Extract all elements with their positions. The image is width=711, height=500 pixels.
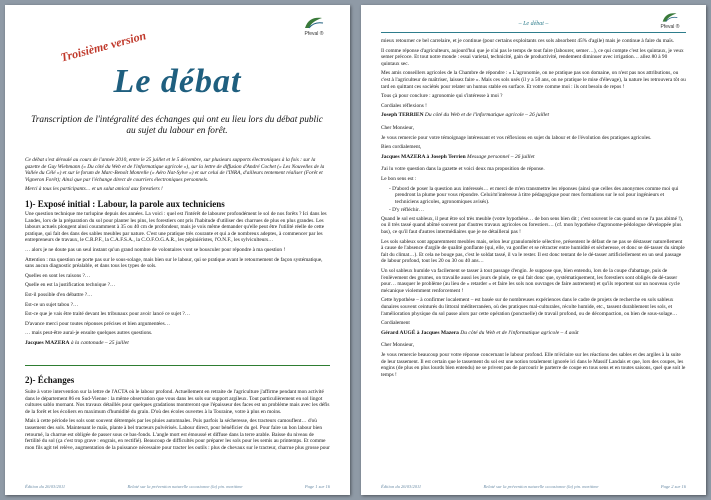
version-banner: Troisième version <box>59 28 148 65</box>
logo-text: Pfeval ® <box>304 31 324 37</box>
page-header: – Le débat – <box>518 21 549 27</box>
paragraph: Une question technique me turlupine depuis des années. La voici : quel est l'intérêt de labourer profondément le sol de nos forêts ? Ici dans les Landes, lors de la préparation du sol pour planter les pins, les forestiers ont pris l'habitude d'utiliser des charrues de plus en plus grandes. Les labours actuels plongent ainsi couramment à 35 ou 40 cm de profondeur, mais je vois même demander qu'elle peut être l'utilité réelle de cette pratique, qui fait des dans des sables meubles par nature. C'est une pratique très courante et qui a de nombreux adeptes, à commencer par les entrepreneurs de travaux, le C.R.P.F., la C.A.F.S.A., la C.O.F.O.G.A.R., les pépiniéristes, l'O.N.F., les sylviculteurs… <box>25 211 327 244</box>
document-page-2 <box>361 5 706 495</box>
signature-note: Du côté du Web et de l'informatique agricole – 26 juillet <box>424 112 550 119</box>
paragraph: Attention : ma question ne porte pas sur le sous-solage, mais bien sur le labour, qui se pratique avant le retournement de façon systématique, sans aucun diagnostic préalable, et dans tous les types de sols. <box>25 256 323 270</box>
pine-logo-icon <box>302 15 326 31</box>
intro-paragraph: Ce débat s'est déroulé au cours de l'année 2010, entre le 25 juillet et le 5 décembre, sur plusieurs supports électroniques à la fois : sur la gazette de Guy Wiebmann (« Du côté du Web et de l'informatique agricole »), sur la lettre de diffusion d'André Cochet (« Les Nouvelles de la Vallée du Célé ») et sur le forum de Marc-Benoît Monrelle (« Aéro Nat-Sylve ») et sur celui de l'INRA, d'ailleurs tentement réaliser (Forêt et Vigneron Forêt); Ainsi que par l'échange direct de courriers électroniques personnels. <box>25 157 325 183</box>
question-line: Quelles en sont les raisons ?… <box>25 272 91 279</box>
footer-page-number: Page 2 sur 16 <box>660 484 686 489</box>
paragraph: Cordiales réflexions ! <box>381 102 427 109</box>
signature <box>25 340 330 347</box>
footer-date: Édition du 26/03/2011 <box>25 484 66 489</box>
header-divider <box>381 32 686 33</box>
paragraph: Mais à cette période les sols sont souvent détrempés par les pluies automnales. Puis parfois la sécheresse, des tracteurs camouflent… d'où tassement des sols. Maintenant le maïs, plante à bel tracteurs pulvérisés. Labour direct, pour bénéficier du gel. Pour faire un bon labour bien retourné, la charrue est obligée de passer sous ce bas-fonds. L'angle mort est émoussé et diffuse dans la terre arable. Baisse du niveau de fertilité du sol (ça c'est trop grave : engrais, en rectifié). Beaucoup de difficultés pour préparer les sols pour les semis au printemps. Et comme mon fils agit tel relève, augmentation de la puissance nécessaire pour tracter les outils : plus de chevaux sur le tracteur, charrue plus grosse pour <box>25 418 330 451</box>
bullet-list <box>381 186 686 214</box>
intro-thanks: Merci à tous les participants… et un salut amical aux forestiers ! <box>25 186 163 193</box>
paragraph: Je vous remercie beaucoup pour votre réponse concernant le labour profond. Elle m'éclaire sur les réactions des sables et des argiles à la suite de leur tassement. Il est certain que le tassement du sol est une notion totalement ignorée ici dans le Massif Landais et que, lors des coupes, les engins (de plus en plus lourds bien entendu) ne se privent pas de parcourir le parterre de coupe en tous sens et en toutes saisons, quel que soit le temps ! <box>381 351 686 378</box>
section-divider <box>25 365 330 366</box>
paragraph: Cette hypothèse – à confirmer localement – est basée sur de nombreuses expériences dans le cadre de projets de recherche en sols sableux dunaires souvent ceinturés du littoral méditerranéen, où des pratiques mal-culturales, récolte humide, etc., tassent durablement les sols, et l'amélioration physique du sol passe alors par cette opération (ponctuelle) de travail profond, ou de décompaction, ou bien de sous-solage… <box>381 297 678 317</box>
section-1-heading: 1)- Exposé initial : Labour, la parole aux techniciens <box>25 199 225 209</box>
page-footer <box>381 484 686 489</box>
paragraph: Le bon sens est : <box>381 175 417 182</box>
page-2-body <box>381 38 686 381</box>
list-item: - D'abord de poser la question aux intéressés… et merci de m'en transmettre les réponses (ainsi que celles des anonymes comme moi qui prendront la plume pour vous répondre. Celui/m'intéresse à titre pédagogique pour mes formations sur le sol pour ingénieurs et techniciens agricoles, agronomiques avisés). <box>395 186 686 206</box>
paragraph: Cher Monsieur, <box>381 342 415 349</box>
paragraph: … mais peut-être aurai-je ensuite quelques autres questions. <box>25 330 153 337</box>
question-line: Quelle en est la justification technique ?… <box>25 282 116 289</box>
footer-title: Relaté sur la prévention naturelle occasionne (la) pin. maritime <box>483 484 599 489</box>
paragraph: Bien cordialement, <box>381 144 422 151</box>
signature-name: Jacques MAZERA à Joseph Terrien <box>381 153 466 160</box>
signature-note: Message personnel – 26 juillet <box>467 153 535 160</box>
page-footer <box>25 484 330 489</box>
logo <box>294 15 334 37</box>
signature <box>381 330 686 337</box>
footer-date: Édition du 26/03/2011 <box>381 484 422 489</box>
paragraph: Suite à votre intervention sur la lettre de l'ACTA où le labour profond. Actuellement en retraite de l'agriculture j'affirme pendant mon activité dans le département 86 en Sud-Vienne : la même observation que vous dans les sols sur support argileux. Tout particulièrement en sol lingot cultures sablo mornant. Nos travaux détaillés pour quelques gradations montreront que l'épaisseur des faces est un problème mais avec les défis de la forêt et les écoliers en maximum d'humidité du grain. D'où des écoles ouvertes à la Touraine, votre à plus en moins. <box>25 389 330 415</box>
question-line: Est-il possible d'en débattre ?… <box>25 291 93 298</box>
section-2-heading: 2)- Échanges <box>25 375 75 385</box>
question-line: Est-ce que je vais être traité devant les tribunaux pour avoir lancé ce sujet ?… <box>25 311 191 318</box>
question-line: Est-ce un sujet tabou ?… <box>25 301 79 308</box>
signature-note: Du côté du Web et de l'informatique agricole – 4 août <box>460 329 579 336</box>
document-title: Le débat <box>113 63 242 100</box>
logo-text: Pfeval ® <box>660 24 680 30</box>
intro-block <box>25 157 330 196</box>
paragraph: Un sol sableux humide va facilement se tasser à tout passage d'engin. Je suppose que, bien entendu, lors de la coupe d'abattage, puis de l'enlèvement des grumes, on travaille aussi les jours de pluie, ce qui fait donc que, systématiquement, les forestiers sont obligés de dé-tasser pour… masquer le problème (au lieu de « retarder » et faire les sols non ouvrages de faire autrement) et qu'ils reportent sur un nouveau cycle mécanique violemment renforcement ! <box>381 268 680 294</box>
paragraph: Quand le sol est sableux, il peut être sol très meuble (votre hypothèse… de bon sens bien dit ; c'est souvent le cas quand on ne l'a pas abimé !), ou il très tassé quand abîmé souvent par d'autres travaux agricoles ou forestiers… (cf. mon hypothèse d'agronome-pédologue développée plus bas), ce qu'il faut d'autres intermédiaires que je ne détaillerai pas ! <box>381 215 684 236</box>
paragraph: Tous çà pour conclure : agronomie qui s'intéresse à moi ? <box>381 93 503 100</box>
signature <box>381 154 686 161</box>
paragraph: Je vous remercie pour votre témoignage intéressant et vos réflexions en sujet du labour et de l'évolution des pratiques agricoles. <box>381 134 652 141</box>
signature-name: Gérard AUGÉ à Jacques Mazera <box>381 329 459 336</box>
footer-page-number: Page 1 sur 16 <box>304 484 330 489</box>
section-2-body <box>25 389 330 454</box>
paragraph: Mes amis conseillers agricoles de la Chambre de répondre : « L'agronomie, on ne pratique pas son domaine, on n'est pas nos attributions, ou c'est à l'agriculteur de maîtriser, laissez faire ». Mais ces sols usés (il y a 50 ans, on ne pratique le mise d'élevage), la nature les retrouvera tôt ou tard en quittant ces sociétés pour relater un humus stable en surface. Et votre comme moi : ils ont besoin de repos ! <box>381 70 686 90</box>
signature <box>381 112 686 119</box>
paragraph: J'ai lu votre question dans la gazette et voici deux ma proposition de réponse. <box>381 166 545 173</box>
paragraph: mieux retourner ce bel carrelaire, et je continue (pour certains exploitants ces sols absorbent 45% d'agile) mais je continue à faire du maïs. <box>381 38 675 44</box>
paragraph: Les sols sableux sont apparemment meubles mais, selon leur granulométrie sélective, présentent le défaut de ne pas se déstasser naturellement à cause de l'absence d'argile de qualité gonflante (qui, elle, va gonfler et se rétracter entre humidité et sécheresse, et donc se dé-tasser du simple fait du climat…). Et cela ne bouge pas, c'est le soldat tassé, il va le rester. Il est donc tentant de le dé-tasser artificiellement en un seul passage de labour profond, tout les 20 ou 30 ou 40 ans… <box>381 238 685 265</box>
signature-note: à la cantonade – 25 juillet <box>70 339 129 346</box>
paragraph: Cher Monsieur, <box>381 124 415 131</box>
logo <box>650 11 690 30</box>
footer-title: Relaté sur la prévention naturelle occasionne (la) pin. maritime <box>127 484 243 489</box>
pine-logo-icon <box>660 11 680 24</box>
section-1-body <box>25 211 330 350</box>
paragraph: Cordialement <box>381 320 410 327</box>
paragraph: Il comme réponse d'agriculteurs, aujourd'hui que je n'ai pas le temps de tout faire (labourer, semer…), ce qui compte c'est les quintaux, je veux semer précoce. Et tout notre monde : essai varietal, technicité, gain de productivité, rendement diminuer avec irrigation… allez 80 à 90 quintaux sec. <box>381 47 684 67</box>
paragraph: D'avance merci pour toutes réponses précises et bien argumentées… <box>25 320 170 327</box>
signature-name: Joseph TERRIEN <box>381 112 424 119</box>
list-item: - D'y réfléchir… <box>395 207 686 214</box>
signature-name: Jacques MAZERA <box>25 339 70 346</box>
paragraph: … alors je ne doute pas un seul instant qu'un grand nombre de volontaires vont se bousculer pour répondre à ma question ! <box>25 246 286 253</box>
document-subtitle: Transcription de l'intégralité des échanges qui ont eu lieu lors du débat public au sujet du labour en forêt. <box>31 115 323 136</box>
document-page-1 <box>5 5 350 495</box>
